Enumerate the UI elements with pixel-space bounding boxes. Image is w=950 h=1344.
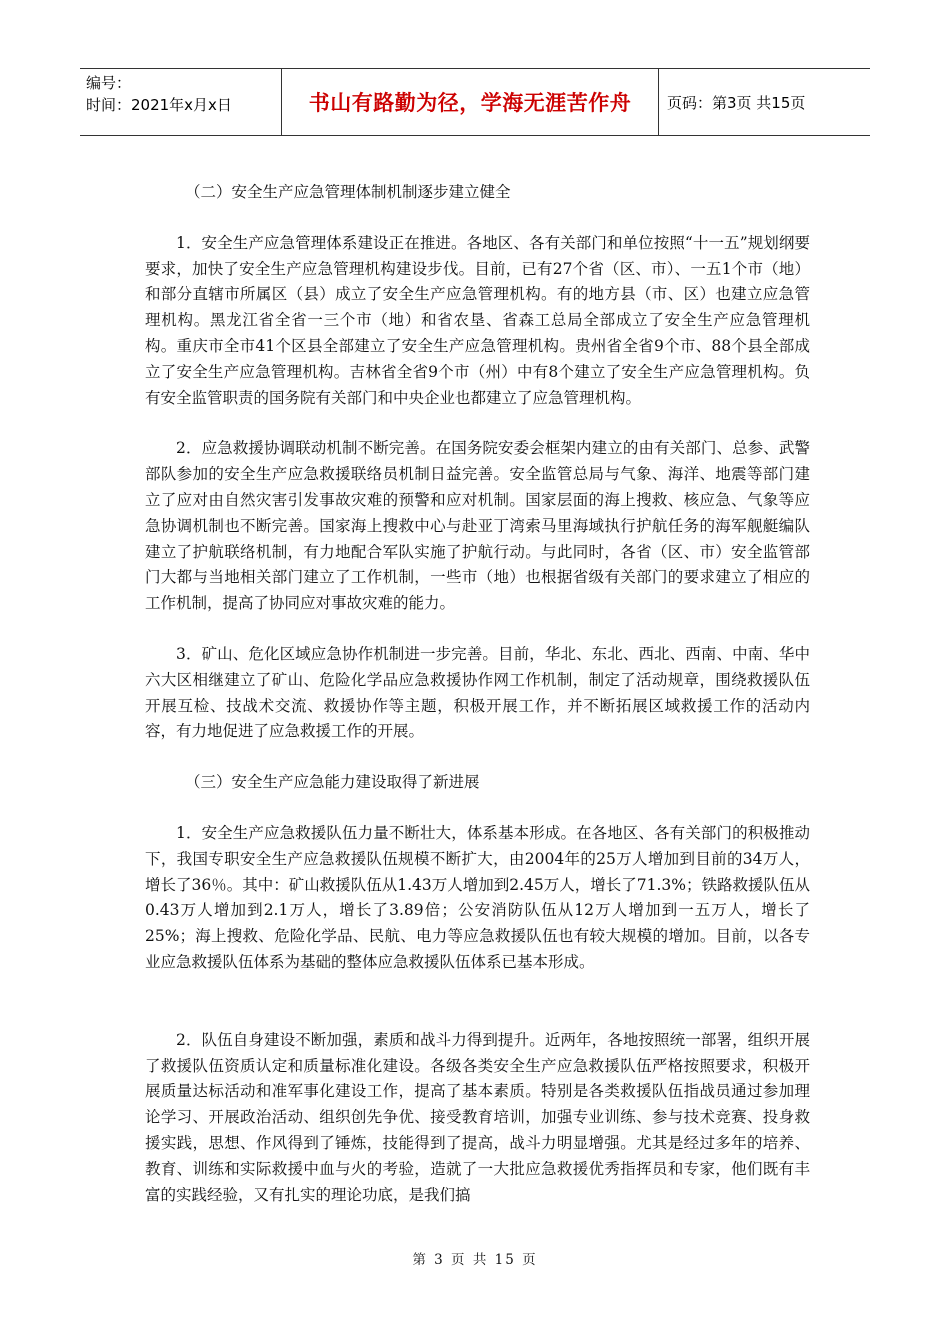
paragraph-2-2: 2．应急救援协调联动机制不断完善。在国务院安委会框架内建立的由有关部门、总参、武警部队参加的安全生产应急救援联络员机制日益完善。安全监管总局与气象、海洋、地震等部门建立了应对由自然灾害引发事故灾难的预警和应对机制。国家层面的海上搜救、核应急、气象等应急协调机制也不断完善。国家海上搜救中心与赴亚丁湾索马里海域执行护航任务的海军舰艇编队建立了护航联络机制，有力地配合军队实施了护航行动。与此同时，各省（区、市）安全监管部门大都与当地相关部门建立了工作机制，一些市（地）也根据省级有关部门的要求建立了相应的工作机制，提高了协同应对事故灾难的能力。 xyxy=(145,439,810,613)
page-header xyxy=(80,68,870,136)
header-meta xyxy=(80,69,282,135)
document-body xyxy=(145,180,810,1208)
paragraph-3-1: 1．安全生产应急救援队伍力量不断壮大，体系基本形成。在各地区、各有关部门的积极推动下，我国专职安全生产应急救援队伍规模不断扩大，由2004年的25万人增加到目前的34万人，增长了36％。其中：矿山救援队伍从1.43万人增加到2.45万人，增长了71.3%；铁路救援队伍从0.43万人增加到2.1万人，增长了3.89倍；公安消防队伍从12万人增加到一五万人，增长了25%；海上搜救、危险化学品、民航、电力等应急救援队伍也有较大规模的增加。目前，以各专业应急救援队伍体系为基础的整体应急救援队伍体系已基本形成。 xyxy=(145,823,810,971)
section-heading-3: （三）安全生产应急能力建设取得了新进展 xyxy=(185,773,480,792)
document-date-label: 时间：2021年x月x日 xyxy=(86,96,232,114)
header-motto: 书山有路勤为径，学海无涯苦作舟 xyxy=(282,69,659,135)
section-heading-2: （二）安全生产应急管理体制机制逐步建立健全 xyxy=(185,183,511,201)
header-page-label: 页码：第3页 共15页 xyxy=(667,93,806,112)
paragraph-3-2: 2．队伍自身建设不断加强，素质和战斗力得到提升。近两年，各地按照统一部署，组织开展了救援队伍资质认定和质量标准化建设。各级各类安全生产应急救援队伍严格按照要求，积极开展质量达标活动和准军事化建设工作，提高了基本素质。特别是各类救援队伍指战员通过参加理论学习、开展政治活动、组织创先争优、接受教育培训，加强专业训练、参与技术竞赛、投身救援实践，思想、作风得到了锤炼，技能得到了提高，战斗力明显增强。尤其是经过多年的培养、教育、训练和实际救援中血与火的考验，造就了一大批应急救援优秀指挥员和专家，他们既有丰富的实践经验，又有扎实的理论功底，是我们搞 xyxy=(145,1030,810,1204)
page-footer: 第 3 页 共 15 页 xyxy=(412,1252,538,1268)
paragraph-2-3: 3．矿山、危化区域应急协作机制进一步完善。目前，华北、东北、西北、西南、中南、华中六大区相继建立了矿山、危险化学品应急救援协作网工作机制，制定了活动规章，围绕救援队伍开展互检、技战术交流、救援协作等主题，积极开展工作，并不断拓展区域救援工作的活动内容，有力地促进了应急救援工作的开展。 xyxy=(145,644,810,741)
document-number-label: 编号： xyxy=(86,74,132,92)
paragraph-2-1: 1．安全生产应急管理体系建设正在推进。各地区、各有关部门和单位按照“十一五”规划纲要要求，加快了安全生产应急管理机构建设步伐。目前，已有27个省（区、市）、一五1个市（地）和部分直辖市所属区（县）成立了安全生产应急管理机构。有的地方县（市、区）也建立应急管理机构。黑龙江省全省一三个市（地）和省农垦、省森工总局全部成立了安全生产应急管理机构。重庆市全市41个区县全部建立了安全生产应急管理机构。贵州省全省9个市、88个县全部成立了安全生产应急管理机构。吉林省全省9个市（州）中有8个建立了安全生产应急管理机构。负有安全监管职责的国务院有关部门和中央企业也都建立了应急管理机构。 xyxy=(145,233,810,407)
